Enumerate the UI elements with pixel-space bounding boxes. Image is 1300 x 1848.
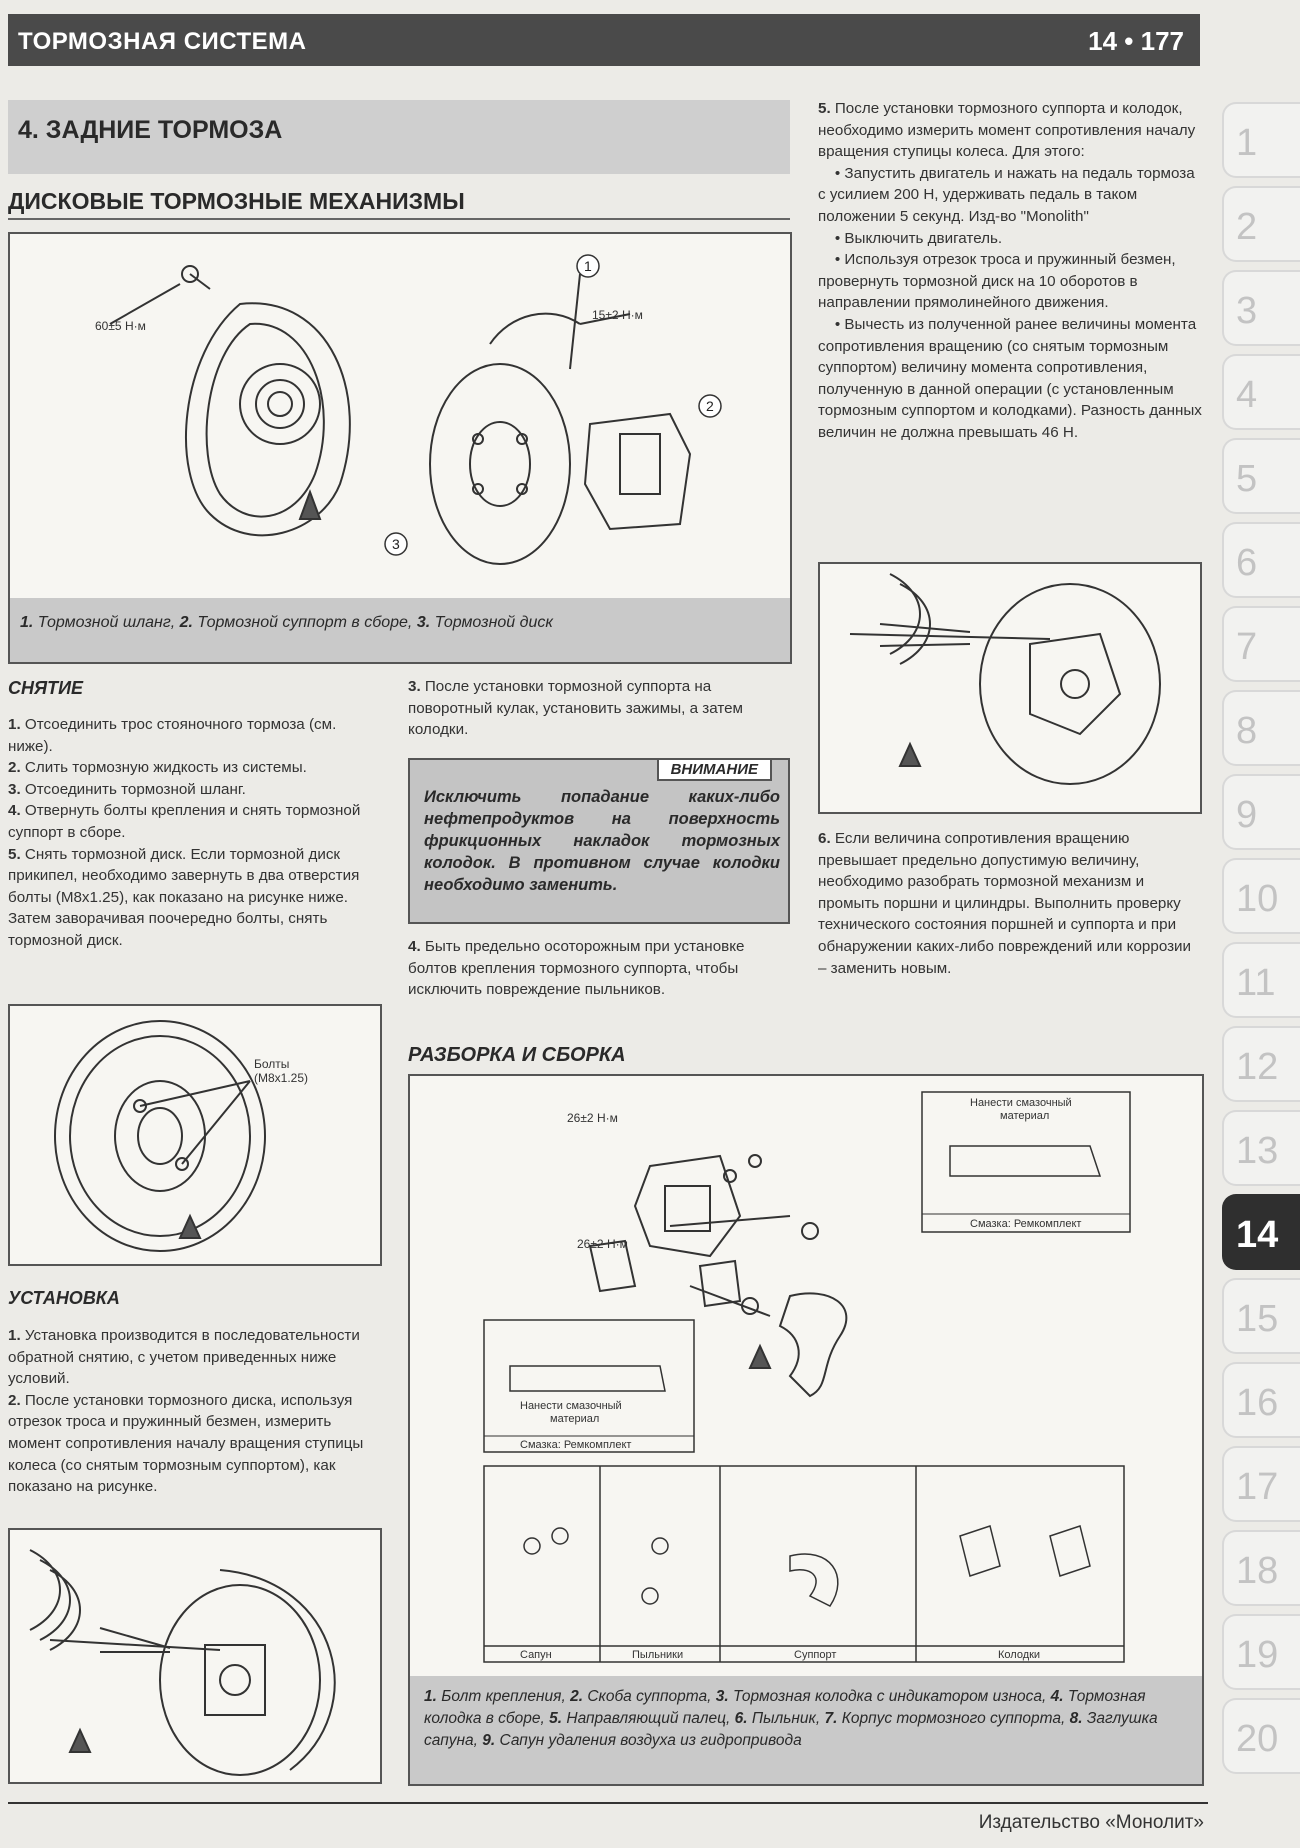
removal-heading: СНЯТИЕ xyxy=(8,678,84,698)
bolts-label: Болты xyxy=(254,1057,290,1071)
chapter-tab-7[interactable]: 7 xyxy=(1222,606,1300,682)
caption1-num-3: 3. xyxy=(416,614,431,631)
panel-label-caliper: Суппорт xyxy=(794,1649,837,1661)
torque-label-hose: 15±2 Н·м xyxy=(592,308,643,322)
inset-top-label-1: Нанести смазочный xyxy=(970,1097,1072,1109)
bullet-item: • Запустить двигатель и нажать на педаль тормоза с усилием 200 Н, удерживать педаль в таком положении 5 секунд. Изд-во "Monolith" xyxy=(818,164,1195,225)
panel-label-boots: Пыльники xyxy=(632,1649,684,1661)
caliper-exploded-drawing xyxy=(410,1076,1202,1676)
chapter-tab-18[interactable]: 18 xyxy=(1222,1530,1300,1606)
assembly-torque-top: 26±2 Н·м xyxy=(567,1111,618,1125)
inset-left-label-2: материал xyxy=(550,1413,600,1425)
caption1-text-3: Тормозной диск xyxy=(430,614,553,631)
publisher-footer: Издательство «Монолит» xyxy=(978,1812,1204,1833)
chapter-tab-1[interactable]: 1 xyxy=(1222,102,1300,178)
chapter-tab-8[interactable]: 8 xyxy=(1222,690,1300,766)
chapter-tab-15[interactable]: 15 xyxy=(1222,1278,1300,1354)
figure-rotation-measure xyxy=(818,562,1202,814)
chapter-tab-3[interactable]: 3 xyxy=(1222,270,1300,346)
subsection-title: ДИСКОВЫЕ ТОРМОЗНЫЕ МЕХАНИЗМЫ xyxy=(8,188,465,214)
chapter-tab-13[interactable]: 13 xyxy=(1222,1110,1300,1186)
warning-box xyxy=(408,758,790,924)
figure1-caption xyxy=(10,598,790,662)
chapter-title: ТОРМОЗНАЯ СИСТЕМА xyxy=(18,28,307,55)
warning-label: ВНИМАНИЕ xyxy=(657,758,772,781)
figure-disc-brake-exploded xyxy=(8,232,792,664)
chapter-tab-14-active[interactable]: 14 xyxy=(1222,1194,1300,1270)
footer-rule xyxy=(8,1802,1208,1804)
inset-left-label-1: Нанести смазочный xyxy=(520,1400,622,1412)
chapter-tab-16[interactable]: 16 xyxy=(1222,1362,1300,1438)
caption1-text-2: Тормозной суппорт в сборе, xyxy=(192,614,417,631)
chapter-tab-2[interactable]: 2 xyxy=(1222,186,1300,262)
hub-measure-drawing xyxy=(10,1530,380,1782)
step3-text: 3. После установки тормозной суппорта на поворотный кулак, установить зажимы, а затем колодки. xyxy=(408,678,743,739)
installation-step: 2. После установки тормозного диска, используя отрезок троса и пружинный безмен, измерить момент сопротивления началу вращения ступицы колеса (со снятым тормозным суппортом), как показано на рисунке. xyxy=(8,1391,364,1496)
figure-hub-resistance-measure xyxy=(8,1528,382,1784)
assembly-caption: 1. Болт крепления, 2. Скоба суппорта, 3. Тормозная колодка с индикатором износа, 4. Тормозная колодка в сборе, 5. Направляющий палец, 6. Пыльник, 7. Корпус тормозного суппорта, 8. Заглушка сапуна, 9. Сапун удаления воздуха из гидропривода xyxy=(410,1676,1202,1784)
step4-text: 4. Быть предельно осоторожным при установке болтов крепления тормозного суппорта, чтобы исключить повреждение пыльников. xyxy=(408,938,745,999)
disc-bolts-drawing xyxy=(10,1006,380,1264)
callout-1: 1 xyxy=(584,258,592,274)
chapter-tab-19[interactable]: 19 xyxy=(1222,1614,1300,1690)
panel-label-pads: Колодки xyxy=(998,1649,1041,1661)
chapter-tab-10[interactable]: 10 xyxy=(1222,858,1300,934)
installation-heading: УСТАНОВКА xyxy=(8,1288,120,1308)
removal-step: 5. Снять тормозной диск. Если тормозной диск прикипел, необходимо завернуть в два отверстия болты (M8x1.25), как показано на рисунке ниже. Затем заворачивая поочередно болты, снять тормозной диск. xyxy=(8,845,360,949)
step5-text: 5. После установки тормозного суппорта и колодок, необходимо измерить момент сопротивления началу вращения ступицы колеса. Для этого: xyxy=(818,100,1196,161)
caption1-num-2: 2. xyxy=(179,614,193,631)
installation-step: 1. Установка производится в последовательности обратной снятию, с учетом приведенных ниже условий. xyxy=(8,1327,360,1388)
step6-text: 6. Если величина сопротивления вращению превышает предельно допустимую величину, необходимо разобрать тормозной механизм и промыть поршни и цилиндры. Выполнить проверку технического состояния поршней и суппорта и при обнаружении каких-либо повреждений или коррозии – заменить новым. xyxy=(818,830,1192,977)
callout-3: 3 xyxy=(392,536,400,552)
installation-steps xyxy=(8,1325,380,1498)
page-number: 14 • 177 xyxy=(1088,26,1184,56)
chapter-tab-11[interactable]: 11 xyxy=(1222,942,1300,1018)
inset-left-caption: Смазка: Ремкомплект xyxy=(520,1439,632,1451)
removal-step: 4. Отвернуть болты крепления и снять тормозной суппорт в сборе. xyxy=(8,802,361,841)
chapter-tab-6[interactable]: 6 xyxy=(1222,522,1300,598)
removal-step: 2. Слить тормозную жидкость из системы. xyxy=(8,759,307,777)
bullet-item: • Вычесть из полученной ранее величины момента сопротивления вращению (со снятым тормозным суппортом) величину момента сопротивления, полученную в данной операции (с установленным тормозным суппортом и колодками). Разность данных величин не должна превышать 46 Н. xyxy=(818,315,1202,441)
chapter-tab-12[interactable]: 12 xyxy=(1222,1026,1300,1102)
assembly-torque-mid: 26±2 Н·м xyxy=(577,1237,628,1251)
bullet-item: • Выключить двигатель. xyxy=(818,229,1003,247)
removal-steps xyxy=(8,714,380,952)
caption1-num-1: 1. xyxy=(20,614,34,631)
chapter-tab-9[interactable]: 9 xyxy=(1222,774,1300,850)
figure-caliper-assembly xyxy=(408,1074,1204,1786)
figure-disc-bolts xyxy=(8,1004,382,1266)
panel-label-breather: Сапун xyxy=(520,1649,552,1661)
chapter-tab-5[interactable]: 5 xyxy=(1222,438,1300,514)
chapter-tab-17[interactable]: 17 xyxy=(1222,1446,1300,1522)
subsection-rule xyxy=(8,218,790,220)
section-title-bar xyxy=(8,100,790,174)
disc-brake-drawing xyxy=(10,234,790,599)
chapter-tab-20[interactable]: 20 xyxy=(1222,1698,1300,1774)
bullet-item: • Используя отрезок троса и пружинный безмен, провернуть тормозной диск на 10 оборотов в направлении прямолинейного движения. xyxy=(818,251,1176,312)
removal-step: 3. Отсоединить тормозной шланг. xyxy=(8,780,246,798)
right-column-text xyxy=(818,98,1202,444)
rotation-measure-drawing xyxy=(820,564,1200,812)
inset-top-label-2: материал xyxy=(1000,1110,1050,1122)
page-header xyxy=(8,14,1200,66)
removal-step: 1. Отсоединить трос стояночного тормоза (см. ниже). xyxy=(8,716,337,755)
inset-top-caption: Смазка: Ремкомплект xyxy=(970,1218,1082,1230)
bolts-size-label: (M8x1.25) xyxy=(254,1071,309,1085)
chapter-tab-4[interactable]: 4 xyxy=(1222,354,1300,430)
torque-label-hub: 60±5 Н·м xyxy=(95,319,146,333)
caption1-text-1: Тормозной шланг, xyxy=(33,614,180,631)
warning-text: Исключить попадание каких-либо нефтепродуктов на поверхность фрикционных накладок тормозных колодок. В противном случае колодки необходимо заменить. xyxy=(424,788,780,894)
assembly-heading: РАЗБОРКА И СБОРКА xyxy=(408,1044,626,1066)
callout-2: 2 xyxy=(706,398,714,414)
section-title: 4. ЗАДНИЕ ТОРМОЗА xyxy=(18,116,283,144)
